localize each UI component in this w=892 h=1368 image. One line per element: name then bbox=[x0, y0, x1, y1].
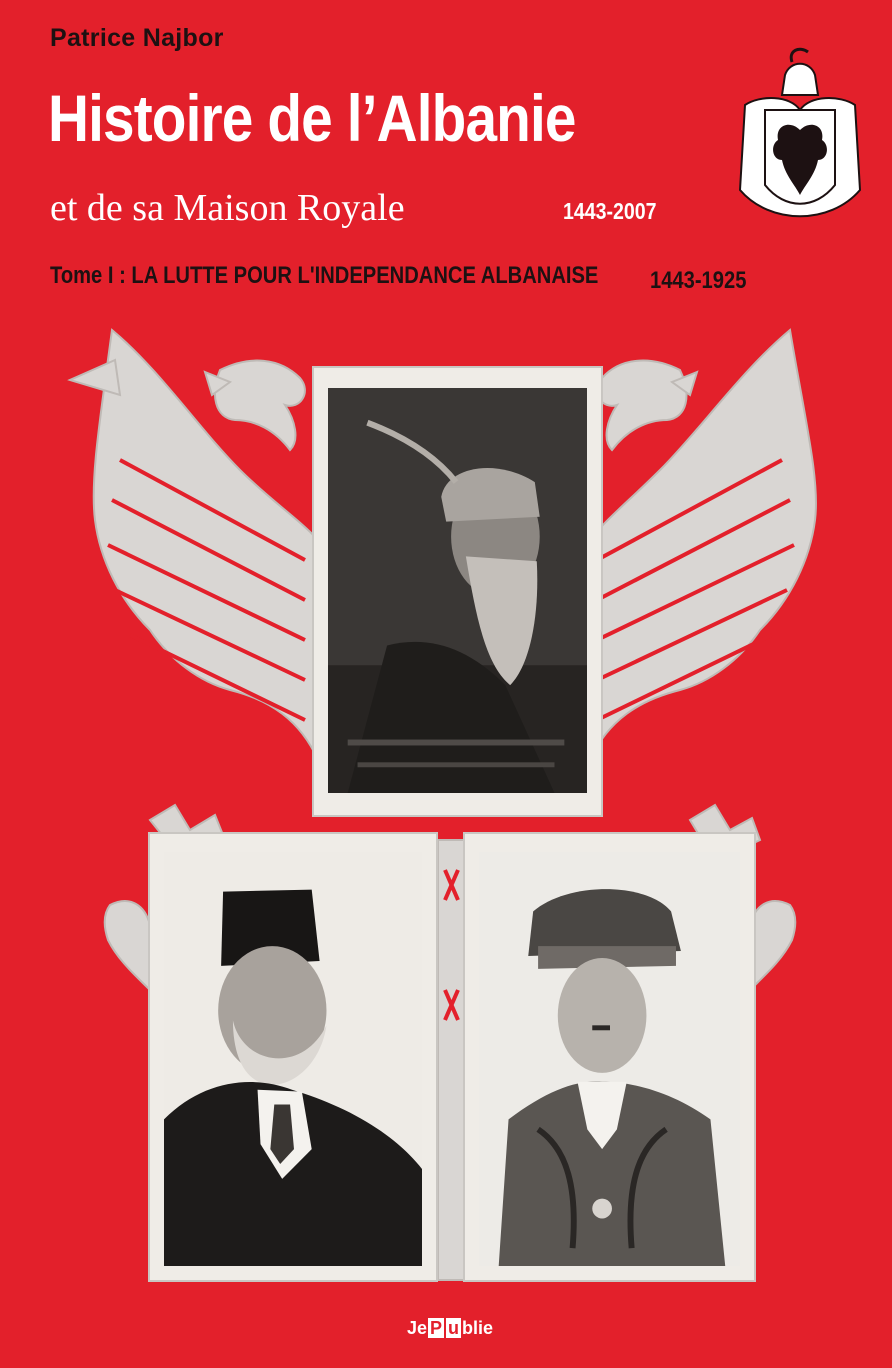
tome-years: 1443-1925 bbox=[650, 267, 747, 294]
book-title: Histoire de l’Albanie bbox=[48, 81, 576, 155]
portrait-bottom-left-image bbox=[164, 852, 422, 1266]
publisher-logo-part1: Je bbox=[407, 1317, 428, 1338]
publisher-logo-part3: u bbox=[448, 1318, 460, 1338]
subtitle-years: 1443-2007 bbox=[563, 198, 657, 224]
portrait-bottom-left bbox=[148, 832, 438, 1282]
publisher-logo-part2: P bbox=[430, 1318, 443, 1338]
portrait-top bbox=[312, 366, 603, 817]
book-subtitle: et de sa Maison Royale bbox=[50, 187, 405, 229]
portrait-bottom-right-image bbox=[479, 852, 740, 1266]
portrait-bottom-right bbox=[463, 832, 756, 1282]
publisher-logo bbox=[407, 1316, 493, 1340]
royal-coat-of-arms-icon bbox=[740, 49, 860, 216]
tome-label: Tome I : LA LUTTE POUR L'INDEPENDANCE ALBANAISE bbox=[50, 262, 599, 289]
portrait-top-image bbox=[328, 388, 587, 793]
publisher-logo-part4: blie bbox=[462, 1317, 494, 1338]
author-name: Patrice Najbor bbox=[50, 24, 224, 52]
